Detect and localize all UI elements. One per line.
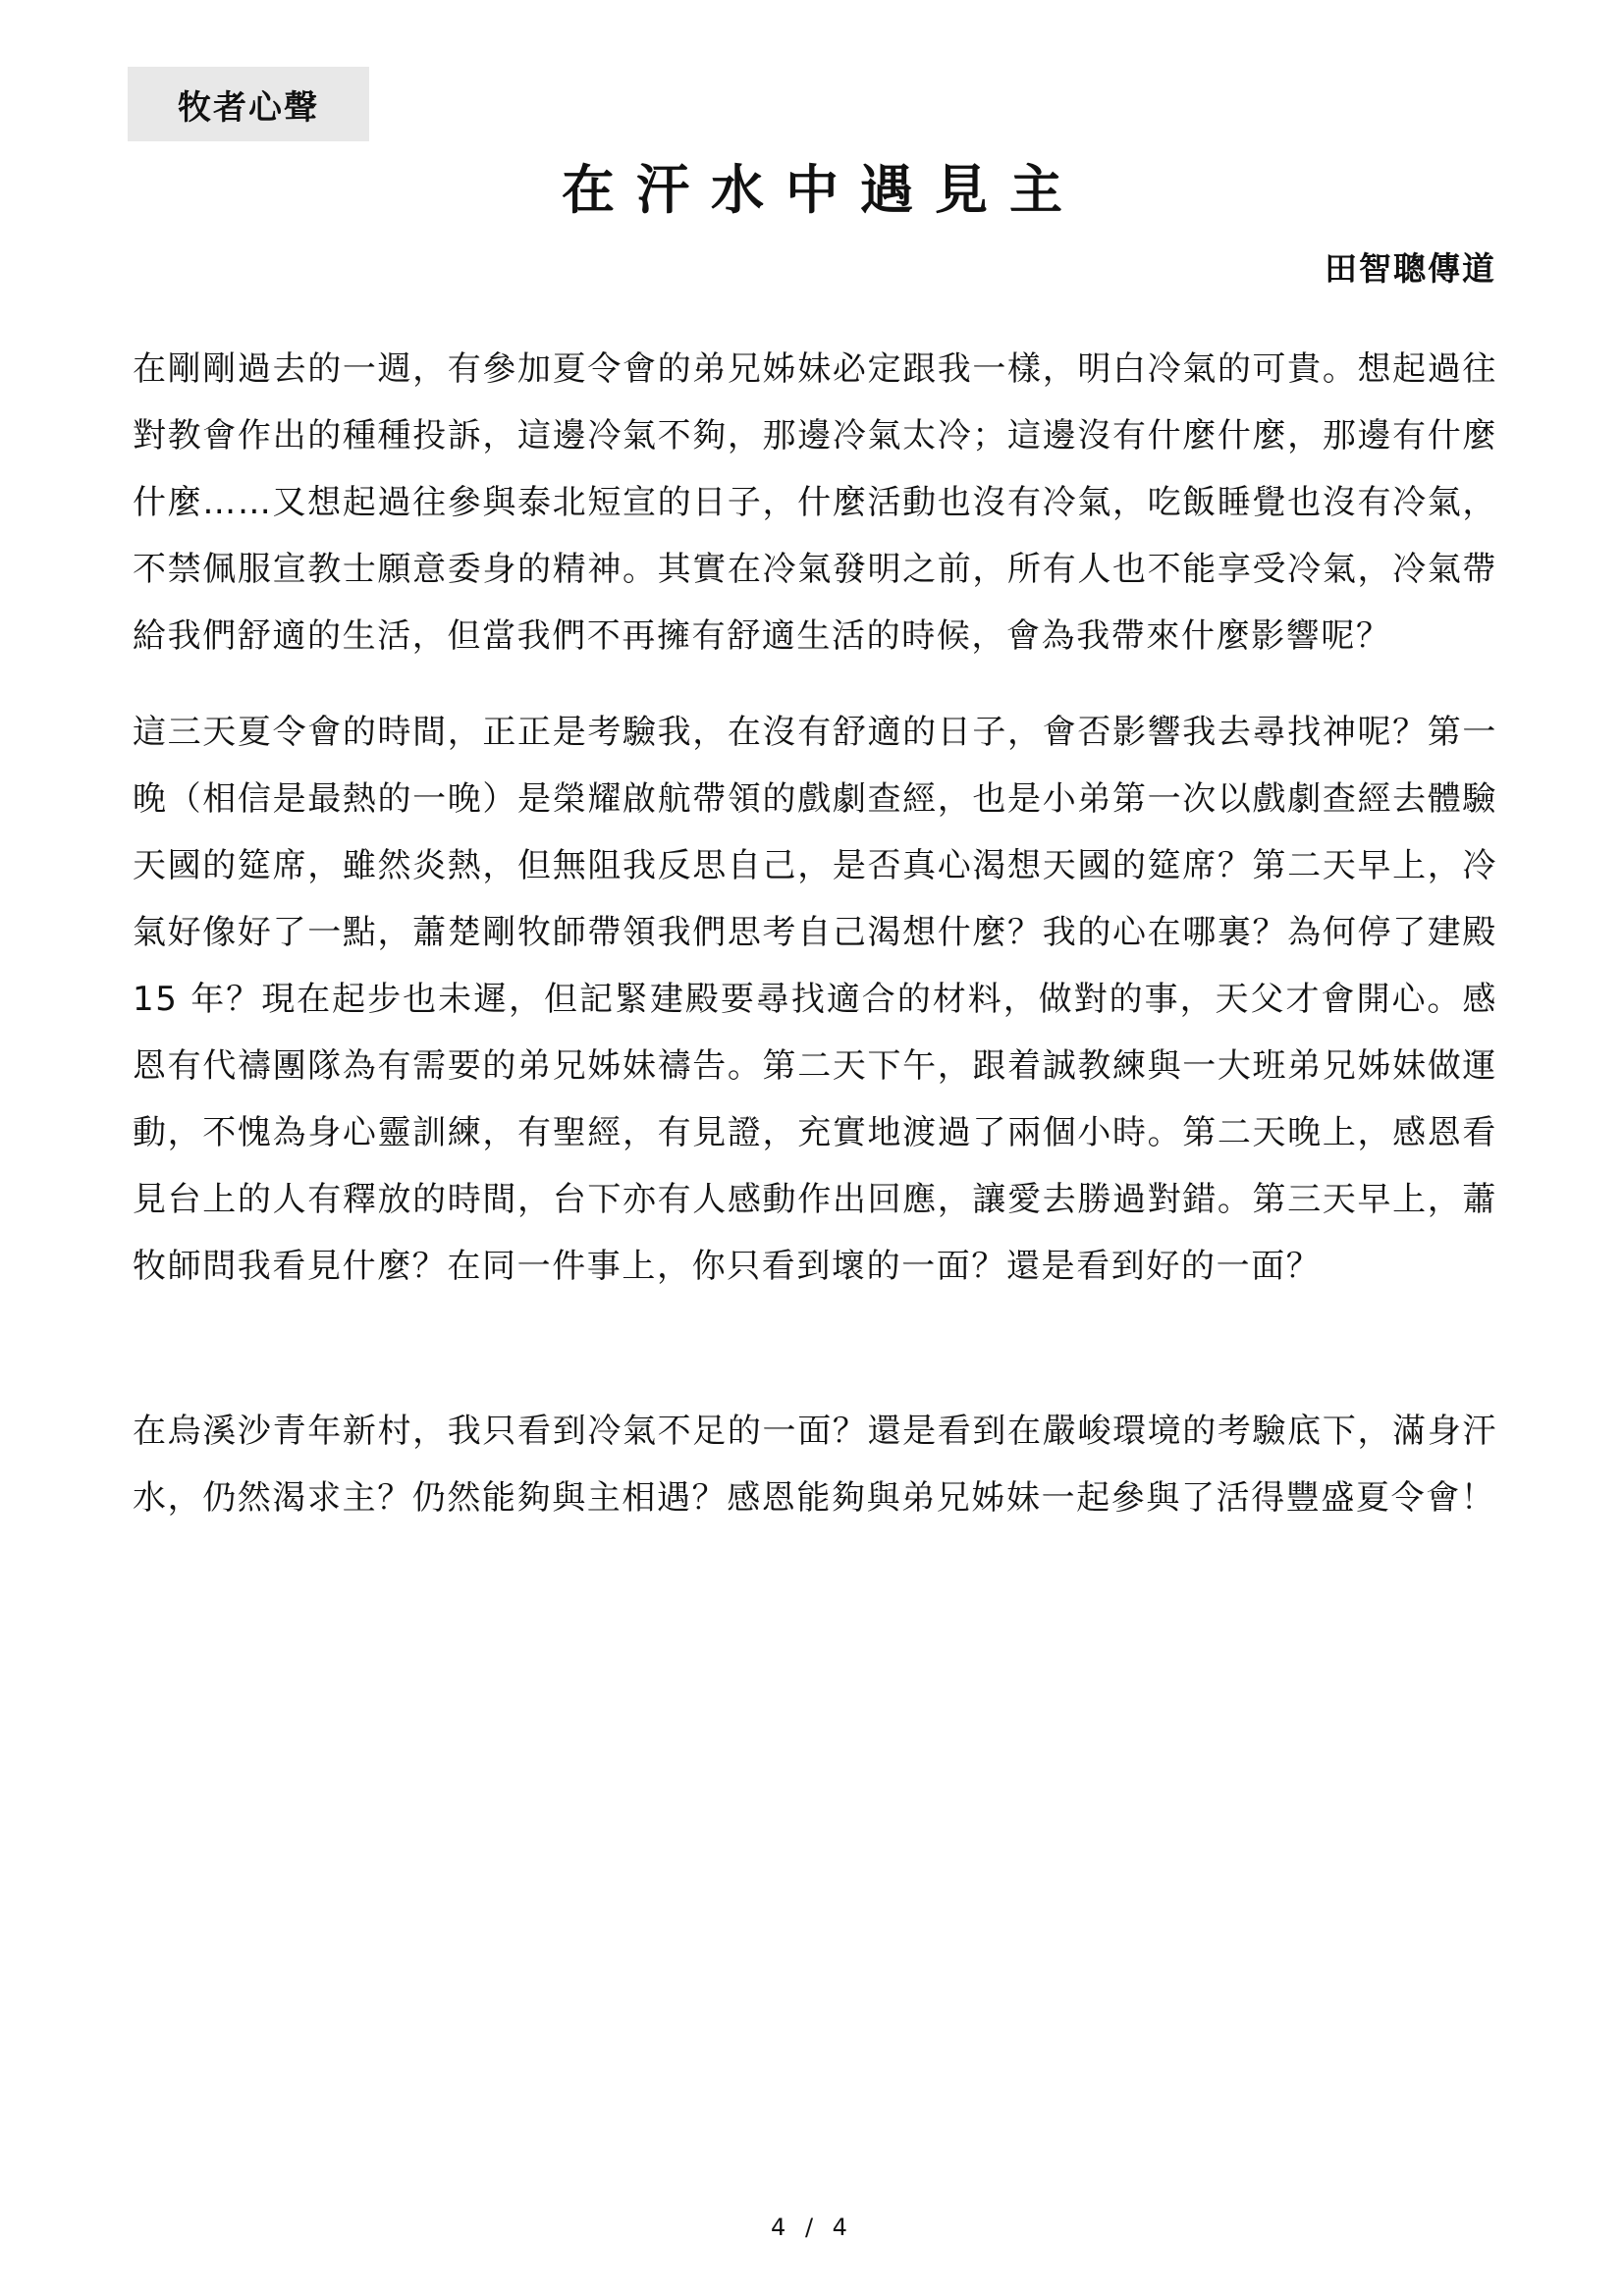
paragraph-2: 這三天夏令會的時間，正正是考驗我，在沒有舒適的日子，會否影響我去尋找神呢？第一晚（相信是最熱的一晚）是榮耀啟航帶領的戲劇查經，也是小弟第一次以戲劇查經去體驗天國的筵席，雖然炎熱，但無阻我反思自己，是否真心渴想天國的筵席？第二天早上，冷氣好像好了一點，蕭楚剛牧師帶領我們思考自己渴想什麼？我的心在哪裏？為何停了建殿 15 年？現在起步也未遲，但記緊建殿要尋找適合的材料，做對的事，天父才會開心。感恩有代禱團隊為有需要的弟兄姊妹禱告。第二天下午，跟着誠教練與一大班弟兄姊妹做運動，不愧為身心靈訓練，有聖經，有見證，充實地渡過了兩個小時。第二天晚上，感恩看見台上的人有釋放的時間，台下亦有人感動作出回應，讓愛去勝過對錯。第三天早上，蕭牧師問我看見什麼？在同一件事上，你只看到壞的一面？還是看到好的一面？: [133, 713, 1497, 1286]
author-name: 田智聰傳道: [1325, 249, 1496, 288]
paragraph-3: 在烏溪沙青年新村，我只看到冷氣不足的一面？還是看到在嚴峻環境的考驗底下，滿身汗水，仍然渴求主？仍然能夠與主相遇？感恩能夠與弟兄姊妹一起參與了活得豐盛夏令會！: [133, 1412, 1497, 1518]
page-number: 4 / 4: [771, 2214, 853, 2241]
article-title: 在汗水中遇見主: [562, 158, 1084, 221]
article-body: [133, 336, 1497, 1531]
section-tag: 牧者心聲: [128, 67, 369, 141]
paragraph-1: 在剛剛過去的一週，有參加夏令會的弟兄姊妹必定跟我一樣，明白冷氣的可貴。想起過往對教會作出的種種投訴，這邊冷氣不夠，那邊冷氣太冷；這邊沒有什麼什麼，那邊有什麼什麼……又想起過往參與泰北短宣的日子，什麼活動也沒有冷氣，吃飯睡覺也沒有冷氣，不禁佩服宣教士願意委身的精神。其實在冷氣發明之前，所有人也不能享受冷氣，冷氣帶給我們舒適的生活，但當我們不再擁有舒適生活的時候，會為我帶來什麼影響呢？: [133, 349, 1497, 656]
